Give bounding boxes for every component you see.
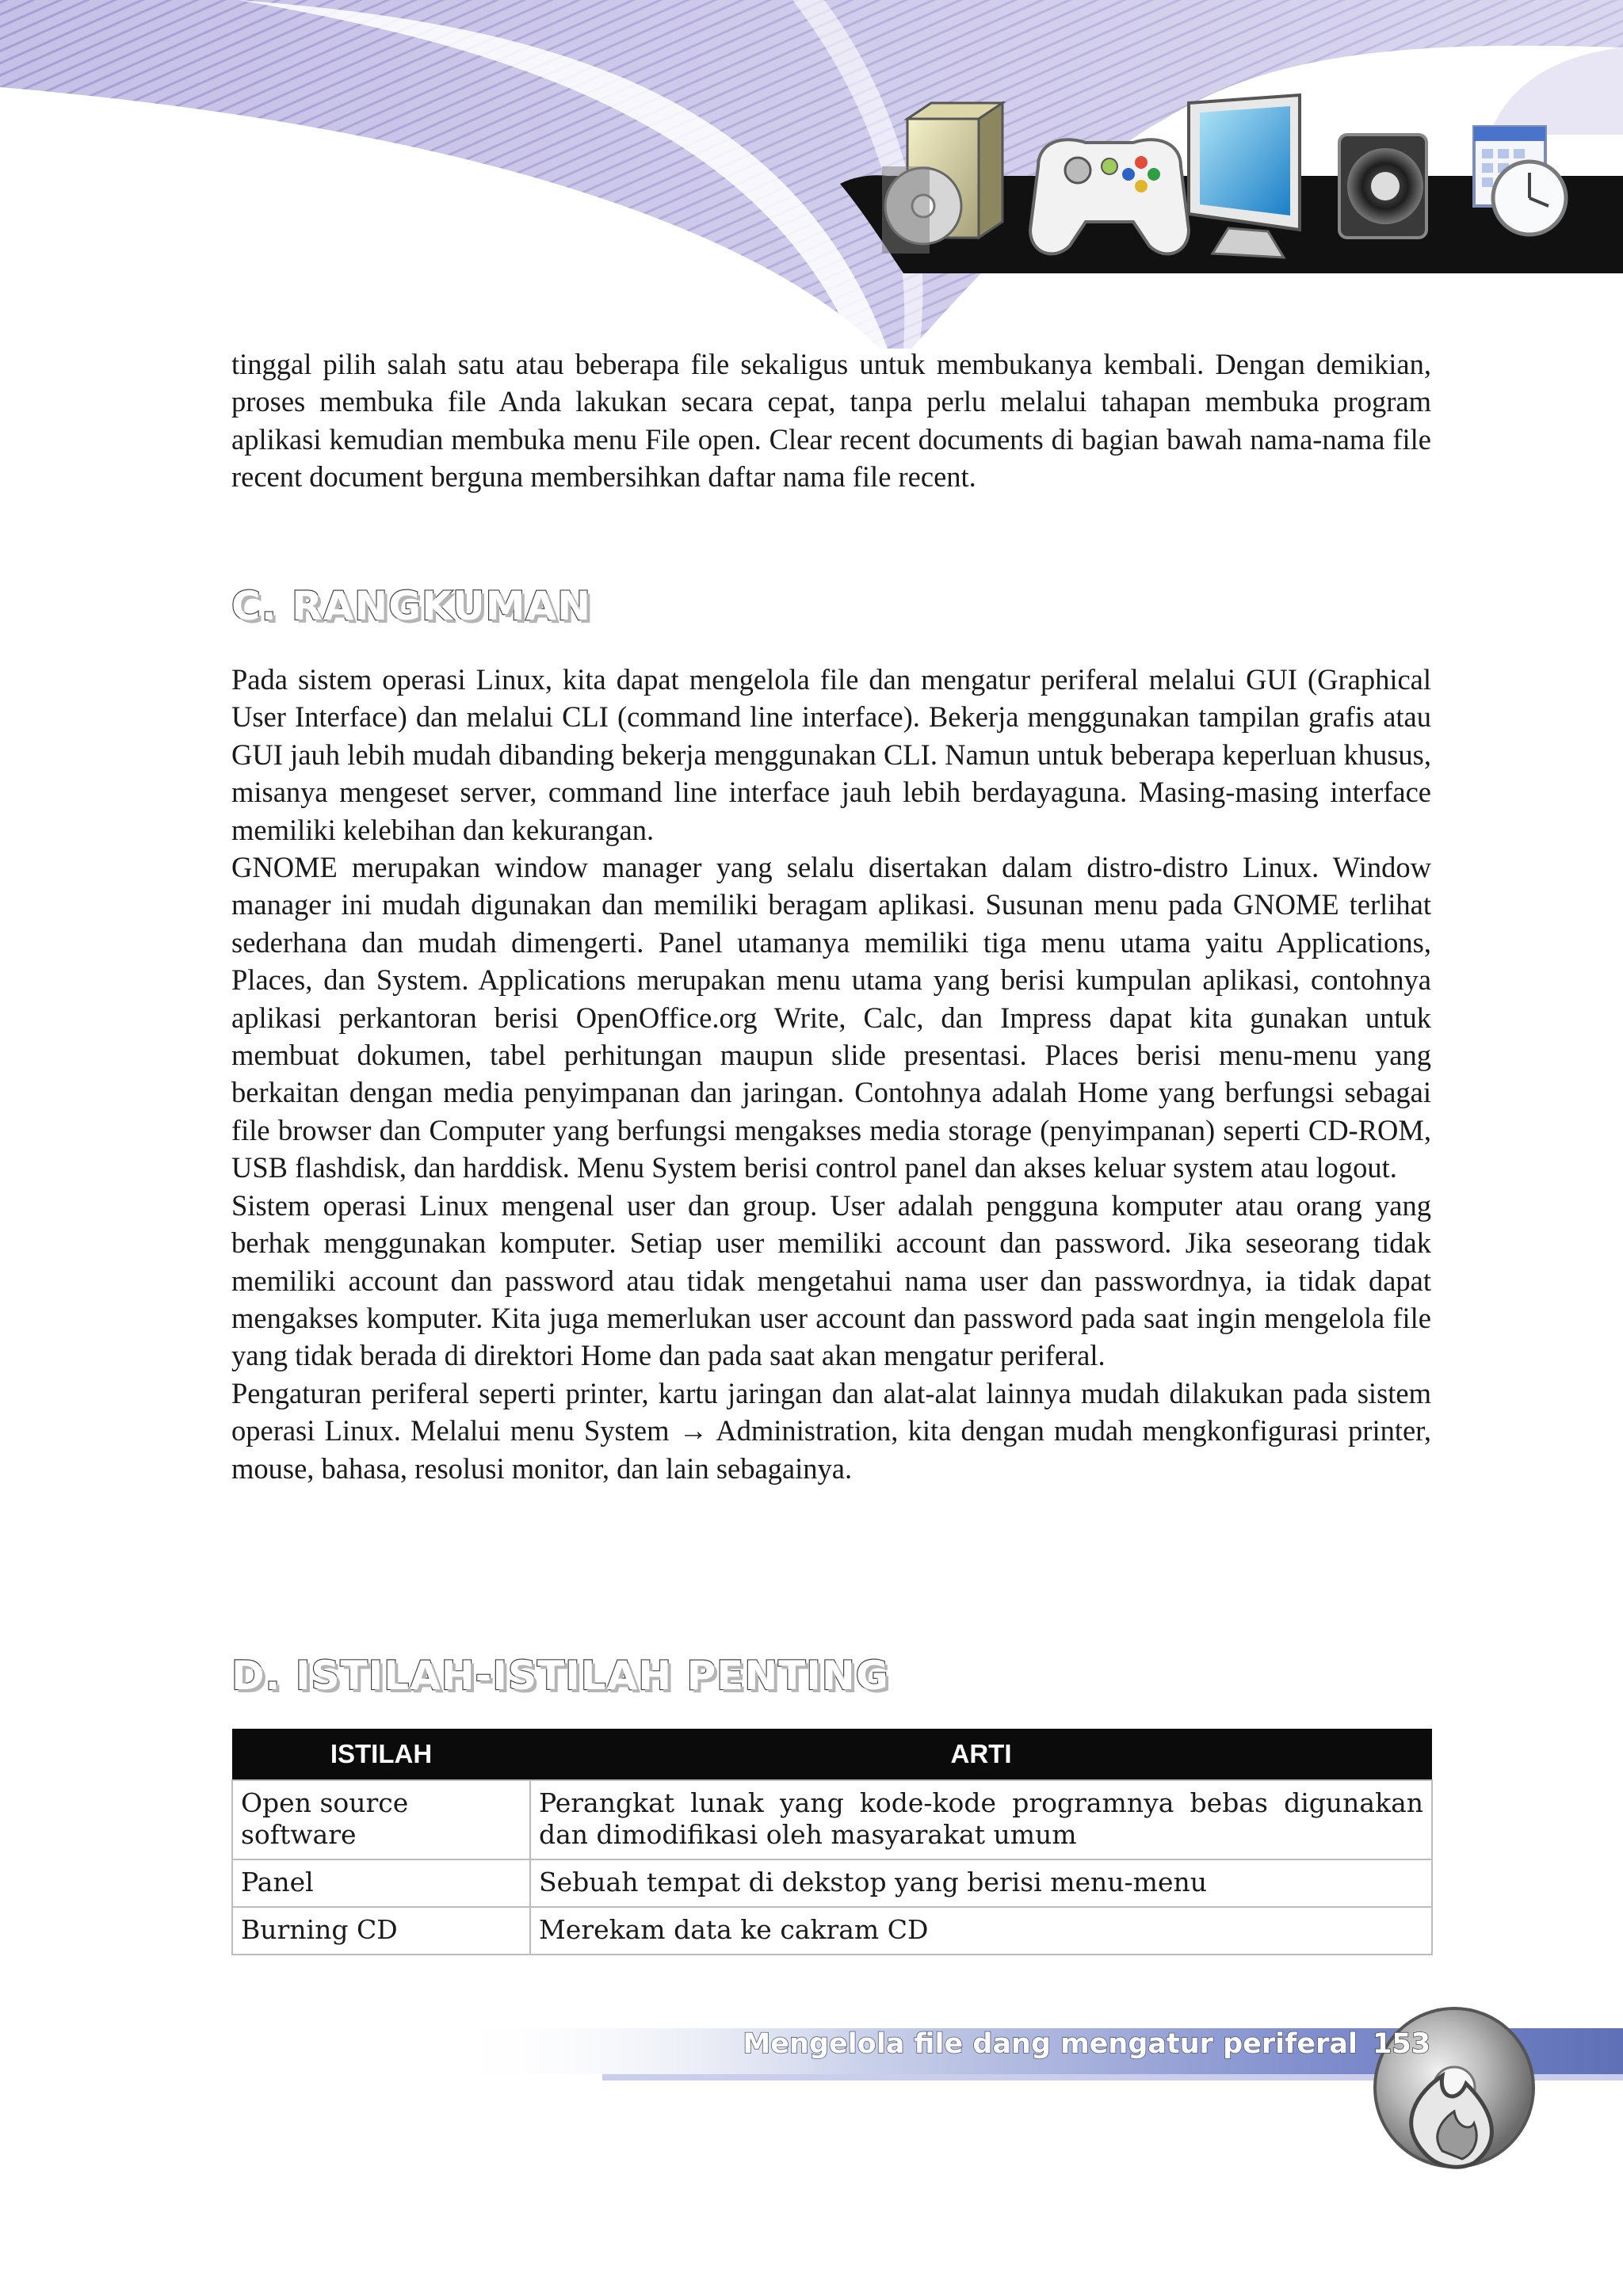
- footer-chapter-title: Mengelola file dang mengatur periferal: [743, 2028, 1358, 2060]
- table-row: [232, 1780, 1432, 1859]
- summary-paragraph-2: GNOME merupakan window manager yang selalu disertakan dalam distro-distro Linux. Window manager ini mudah digunakan dan memiliki beragam aplikasi. Susunan menu pada GNOME terlihat sederhana dan mudah dimengerti. Panel utamanya memiliki tiga menu utama yaitu Applications, Places, dan System. Applications merupakan menu utama yang berisi kumpulan aplikasi, contohnya aplikasi perkantoran berisi OpenOffice.org Write, Calc, dan Impress dapat kita gunakan untuk membuat dokumen, tabel perhitungan maupun slide presentasi. Places berisi menu-menu yang berkaitan dengan media penyimpanan dan jaringan. Contohnya adalah Home yang berfungsi sebagai file browser dan Computer yang berfungsi mengakses media storage (penyimpanan) seperti CD-ROM, USB flashdisk, dan harddisk. Menu System berisi control panel dan akses keluar system atau logout.: [231, 851, 1431, 1184]
- meaning-cell: Sebuah tempat di dekstop yang berisi menu-menu: [530, 1859, 1432, 1907]
- header-istilah: ISTILAH: [232, 1729, 530, 1780]
- header-arti: ARTI: [530, 1729, 1432, 1780]
- intro-section: [231, 345, 1431, 496]
- page-number: 153: [1373, 2028, 1431, 2060]
- table-header-row: [232, 1729, 1432, 1780]
- summary-paragraph-1: Pada sistem operasi Linux, kita dapat mengelola file dan mengatur periferal melalui GUI (Graphical User Interface) dan melalui CLI (command line interface). Bekerja menggunakan tampilan grafis atau GUI jauh lebih mudah dibanding bekerja menggunakan CLI. Namun untuk beberapa keperluan khusus, misanya mengeset server, command line interface jauh lebih berdayaguna. Masing-masing interface memiliki kelebihan dan kekurangan.: [231, 663, 1431, 846]
- section-c-heading: C. RANGKUMAN: [231, 583, 591, 629]
- summary-paragraph-4: Pengaturan periferal seperti printer, kartu jaringan dan alat-alat lainnya mudah dilakukan pada sistem operasi Linux. Melalui menu System → Administration, kita dengan mudah mengkonfigurasi printer, mouse, bahasa, resolusi monitor, dan lain sebagainya.: [231, 1376, 1431, 1485]
- terms-table: [231, 1729, 1433, 1955]
- term-cell: Panel: [232, 1859, 530, 1907]
- meaning-cell: Perangkat lunak yang kode-kode programnya bebas digunakan dan dimodifikasi oleh masyarakat umum: [530, 1780, 1432, 1859]
- intro-paragraph: tinggal pilih salah satu atau beberapa file sekaligus untuk membukanya kembali. Dengan demikian, proses membuka file Anda lakukan secara cepat, tanpa perlu melalui tahapan membuka program aplikasi kemudian membuka menu File open. Clear recent documents di bagian bawah nama-nama file recent document berguna membersihkan daftar nama file recent.: [231, 348, 1431, 494]
- section-d-heading: D. ISTILAH-ISTILAH PENTING: [231, 1653, 889, 1699]
- summary-section: [231, 661, 1431, 1487]
- table-row: [232, 1859, 1432, 1907]
- meaning-cell: Merekam data ke cakram CD: [530, 1907, 1432, 1955]
- table-row: [232, 1907, 1432, 1955]
- term-cell: Burning CD: [232, 1907, 530, 1955]
- speaker-icon: [1339, 135, 1426, 238]
- summary-paragraph-3: Sistem operasi Linux mengenal user dan group. User adalah pengguna komputer atau orang yang berhak menggunakan komputer. Setiap user memiliki account dan password. Jika seseorang tidak memiliki account dan password atau tidak mengetahui nama user dan passwordnya, ia tidak dapat mengakses komputer. Kita juga memerlukan user account dan password pada saat ingin mengelola file yang tidak berada di direktori Home dan pada saat akan mengatur periferal.: [231, 1188, 1431, 1372]
- term-cell: Open source software: [232, 1780, 530, 1859]
- header-decoration: [0, 0, 1623, 349]
